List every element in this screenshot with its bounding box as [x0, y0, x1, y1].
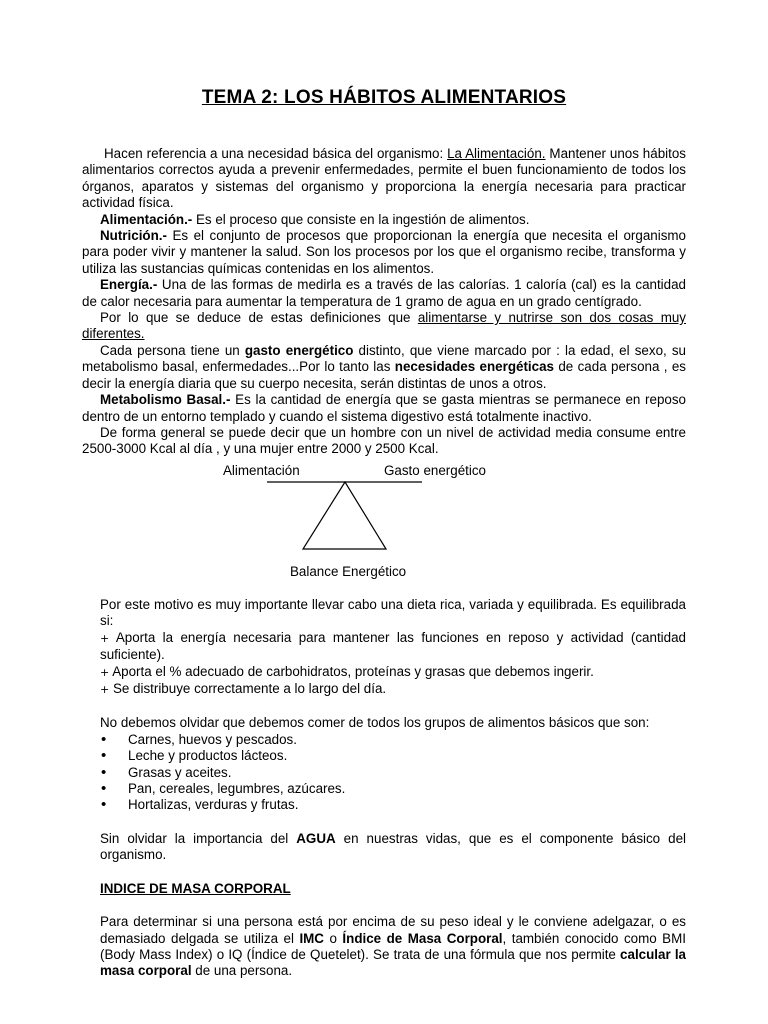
intro-text-end: Mantener unos hábitos alimentarios correctos ayuda a prevenir enfermedades, permite el buen funcionamiento de todos los órganos, aparatos y sistemas del organismo y proporciona la energía necesaria para practicar actividad física. — [82, 146, 686, 211]
imc-text: de una persona. — [191, 963, 293, 979]
diagram-right-label: Gasto energético — [384, 463, 486, 478]
spacer — [100, 814, 686, 831]
agua-paragraph — [100, 831, 686, 864]
plus-icon: + — [100, 631, 110, 645]
plus-item — [100, 664, 686, 681]
list-item: • Grasas y aceites. — [100, 765, 686, 781]
plus-icon: + — [100, 665, 110, 679]
agua-text-end: en nuestras vidas, que es el componente básico del organismo. — [100, 830, 686, 863]
def-alimentacion-text: Es el proceso que consiste en la ingestión de alimentos. — [192, 211, 530, 227]
spacer — [100, 897, 686, 914]
gasto-paragraph — [82, 343, 686, 392]
document-body-lower — [100, 597, 686, 980]
plus-item-text: Aporta la energía necesaria para mantener las funciones en reposo y actividad (cantidad suficiente). — [100, 629, 686, 663]
imc-text: o — [323, 930, 343, 946]
def-metabolismo-text: Es la cantidad de energía que se gasta mientras se permanece en reposo dentro de un entorno templado y cuando el sistema digestivo está totalmente inactivo. — [82, 392, 686, 424]
food-groups-list — [100, 732, 686, 814]
gasto-text-mid: distinto, que viene marcado por : la edad, el sexo, su metabolismo basal, enfermedades...Por lo tanto las — [82, 342, 687, 375]
spacer — [100, 698, 686, 715]
balance-intro: Por este motivo es muy importante llevar cabo una dieta rica, variada y equilibrada. Es equilibrada si: — [100, 597, 686, 629]
energy-balance-diagram — [200, 460, 500, 585]
def-nutricion-text: Es el conjunto de procesos que proporcionan la energía que necesita el organismo para poder vivir y mantener la salud. Son los procesos por los que el organismo recibe, transforma y utiliza las sustancias químicas contenidas en los alimentos. — [82, 228, 686, 276]
plus-item — [100, 630, 686, 664]
plus-icon: + — [100, 683, 110, 697]
gasto-text-end: de cada persona , es decir la energía diaria que su cuerpo necesita, serán distintas de unos a otros. — [82, 359, 687, 391]
def-alimentacion — [82, 212, 686, 228]
groups-intro: No debemos olvidar que debemos comer de todos los grupos de alimentos básicos que son: — [100, 715, 650, 731]
necesidades-bold: necesidades energéticas — [394, 359, 554, 375]
imc-text: , también conocido como BMI (Body Mass Index) o IQ (Índice de Quetelet). Se trata de una fórmula que nos permite — [100, 930, 686, 962]
deduce-text: Por lo que se deduce de estas definiciones que — [100, 310, 418, 326]
imc-bold: IMC — [299, 930, 324, 946]
def-energia-text: Una de las formas de medirla es a través de las calorías. 1 caloría (cal) es la cantidad de calor necesaria para aumentar la temperatura de 1 gramo de agua en un grado centígrado. — [82, 277, 686, 309]
plus-item — [100, 681, 686, 698]
term-alimentacion: Alimentación.- — [100, 211, 193, 227]
intro-paragraph — [82, 146, 686, 212]
deduce-paragraph — [82, 310, 686, 343]
diagram-bottom-label: Balance Energético — [290, 564, 407, 579]
list-item: • Pan, cereales, legumbres, azúcares. — [100, 781, 686, 797]
agua-bold: AGUA — [296, 830, 336, 846]
general-paragraph: De forma general se puede decir que un hombre con un nivel de actividad media consume entre 2500-3000 Kcal al día , y una mujer entre 2000 y 2500 Kcal. — [82, 424, 686, 457]
imc-bold: Índice de Masa Corporal — [342, 930, 503, 946]
imc-text: Para determinar si una persona está por encima de su peso ideal y le conviene adelgazar, o es demasiado delgada se utiliza el — [100, 914, 686, 946]
term-nutricion: Nutrición.- — [100, 228, 167, 244]
intro-underlined: La Alimentación. — [447, 146, 546, 161]
gasto-text: Cada persona tiene un — [100, 342, 245, 358]
imc-heading: INDICE DE MASA CORPORAL — [100, 880, 291, 896]
diagram-left-label: Alimentación — [223, 463, 300, 478]
intro-text: Hacen referencia a una necesidad básica del organismo: — [104, 146, 448, 161]
list-item: • Carnes, huevos y pescados. — [100, 732, 686, 748]
deduce-underlined: alimentarse y nutrirse son dos cosas muy diferentes. — [82, 310, 686, 342]
spacer — [100, 864, 686, 881]
def-energia — [82, 277, 686, 310]
term-energia: Energía.- — [100, 277, 158, 293]
plus-item-text: Se distribuye correctamente a lo largo del día. — [109, 681, 387, 697]
def-nutricion — [82, 228, 686, 277]
gasto-bold: gasto energético — [244, 342, 354, 358]
term-metabolismo: Metabolismo Basal.- — [100, 392, 231, 408]
imc-paragraph — [100, 914, 686, 980]
page-title: TEMA 2: LOS HÁBITOS ALIMENTARIOS — [201, 87, 567, 108]
list-item: • Leche y productos lácteos. — [100, 748, 686, 764]
imc-bold: calcular la masa corporal — [100, 946, 687, 979]
agua-text: Sin olvidar la importancia del — [100, 830, 297, 846]
def-metabolismo — [82, 392, 686, 425]
plus-item-text: Aporta el % adecuado de carbohidratos, proteínas y grasas que debemos ingerir. — [109, 663, 594, 679]
list-item: • Hortalizas, verduras y frutas. — [100, 797, 686, 813]
document-body — [82, 146, 686, 458]
balance-fulcrum — [303, 482, 386, 549]
